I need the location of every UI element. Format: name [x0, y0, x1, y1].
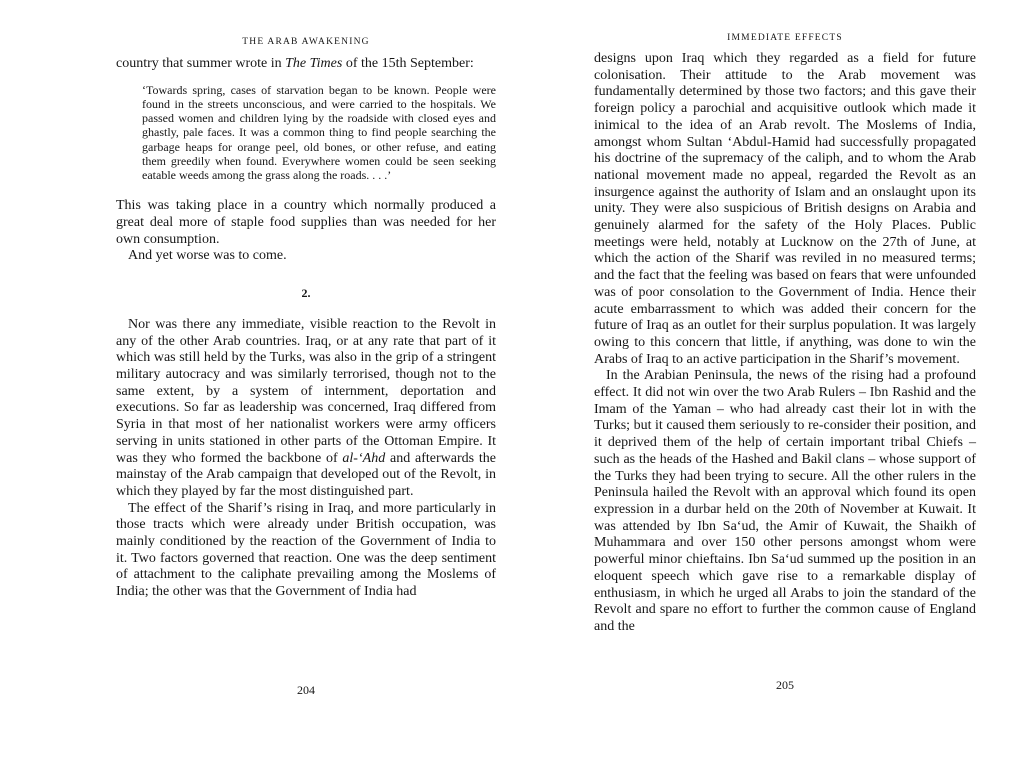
page-number: 204: [297, 683, 315, 697]
iraq-text-end: and afterwards the mainstay of the Arab campaign that developed out of the Revolt, in which they played by far the most distinguished part.: [116, 450, 496, 499]
section-number: 2.: [301, 285, 311, 300]
intro-text-start: country that summer wrote in: [116, 56, 286, 71]
iraq-text-start: Nor was there any immediate, visible reaction to the Revolt in any of the other Arab countries. Iraq, or at any rate that part of it which was still held by the Turks, was also in the grip of a stringent military autocracy and was similarly terrorised, though not to the same extent, by a system of internment, deportation and executions. So far as leadership was concerned, Iraq differed from Syria in that most of her nationalist workers were army officers serving in units stationed in other parts of the Ottoman Empire. It was they who formed the backbone of: [116, 316, 496, 466]
paragraph-worse: And yet worse was to come.: [128, 248, 287, 264]
intro-text-end: of the 15th September:: [342, 56, 474, 71]
paragraph-india-designs: designs upon Iraq which they regarded as a field for future colonisation. Their attitude to the Arab movement was fundamentally determined by those two factors; and this gave their foreign policy a parochial and acquisitive outlook which made it inimical to the idea of an Arab revolt. The Moslems of India, amongst whom Sultan ‘Abdul-Hamid had successfully propagated his doctrine of the supremacy of the caliph, and to whom the Arab national movement made no appeal, regarded the Revolt as an insurgence against the authority of Islam and an onslaught upon its unity. They were also suspicious of British designs on Arabia and genuinely alarmed for the safety of the Holy Places. Public meetings were held, notably at Lucknow on the 27th of June, at which the action of the Sharif was reviled in no measured terms; and the fact that the feeling was based on fears that were unfounded was of poor consolation to the Government of India. Hence their acute embarrassment to which was added their concern for the future of Iraq as an outlet for their surplus population. It was largely owing to this concern that little, if anything, was done to win the Arabs of Iraq to an active participation in the Sharif’s movement.: [594, 51, 976, 367]
left-page-text: [116, 56, 496, 601]
block-quote: ‘Towards spring, cases of starvation began to be known. People were found in the streets unconscious, and were carried to the hospitals. We passed women and children lying by the roadside with closed eyes and ghastly, pale faces. It was a common thing to find people searching the garbage heaps for orange peel, old bones, or other refuse, and eating them greedily when found. Everywhere women could be seen seeking eatable weeds among the grass along the roads. . . .’: [142, 82, 496, 182]
right-page-text: [594, 51, 976, 636]
running-head: IMMEDIATE EFFECTS: [727, 33, 843, 43]
paragraph-sharif-effect: The effect of the Sharif’s rising in Iraq, and more particularly in those tracts which were already under British occupation, was mainly conditioned by the reaction of the Government of India to it. Two factors governed that reaction. One was the deep sentiment of attachment to the caliphate prevailing among the Moslems of India; the other was that the Government of India had: [116, 500, 496, 600]
page-number: 205: [776, 678, 794, 692]
paragraph-iraq-reaction: [116, 317, 496, 501]
paragraph-arabian-peninsula: In the Arabian Peninsula, the news of the rising had a profound effect. It did not win over the two Arab Rulers – Ibn Rashid and the Imam of the Yaman – who had already cast their lot in with the Turks; but it caused them seriously to re-consider their position, and it deprived them of the help of certain important tribal Chiefs – such as the heads of the Hashed and Bakil clans – whose support of the Turks they had been trying to secure. All the other rulers in the Peninsula hailed the Revolt with an approval which found its open expression in a durbar held on the 20th of November at Kuwait. It was attended by Ibn Sa‘ud, the Amir of Kuwait, the Shaikh of Muhammara and over 150 other persons amongst whom were powerful minor chieftains. Ibn Sa‘ud summed up the position in an eloquent speech which gave rise to a remarkable display of enthusiasm, in which he urged all Arabs to join the standard of the Revolt and spare no effort to further the common cause of England and the: [594, 368, 976, 634]
newspaper-title: The Times: [285, 56, 343, 71]
paragraph-starvation: This was taking place in a country which normally produced a great deal more of staple food supplies than was needed for her own consumption.: [116, 198, 496, 247]
running-head: THE ARAB AWAKENING: [242, 37, 370, 47]
intro-paragraph: [116, 56, 496, 73]
society-name: al-‘Ahd: [342, 450, 386, 466]
